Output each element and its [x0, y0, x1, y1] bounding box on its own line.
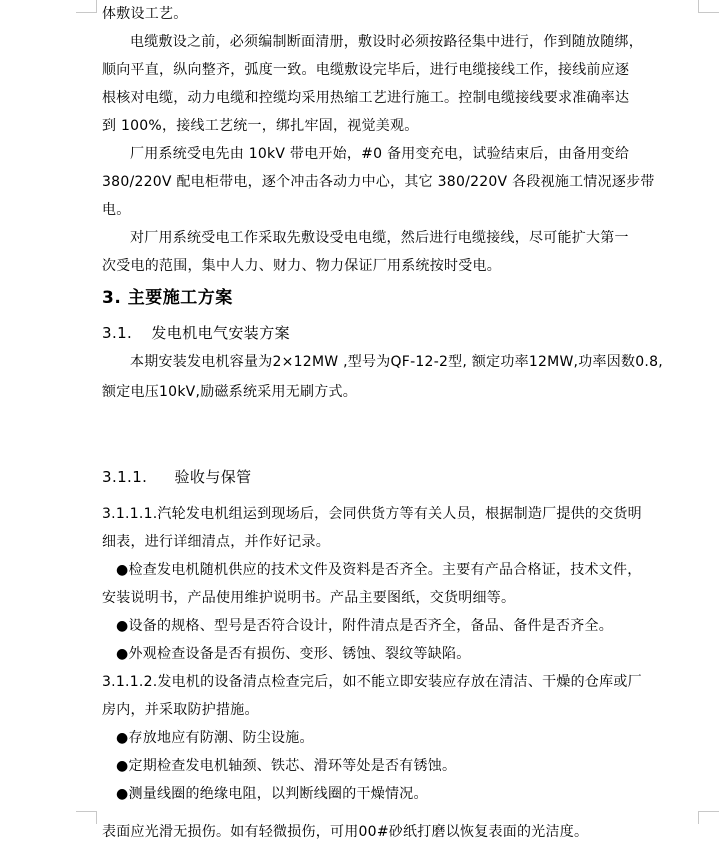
paragraph-line: 根核对电缆，动力电缆和控缆均采用热缩工艺进行施工。控制电缆接线要求准确率达 [102, 90, 630, 106]
paragraph-line: 380/220V 配电柜带电，逐个冲击各动力中心，其它 380/220V 各段视施工情况逐步带 [102, 174, 655, 190]
bullet-item: ●外观检查设备是否有损伤、变形、锈蚀、裂纹等缺陷。 [116, 646, 471, 662]
bullet-item: ●测量线圈的绝缘电阻，以判断线圈的干燥情况。 [116, 786, 428, 802]
bullet-item: ●设备的规格、型号是否符合设计，附件清点是否齐全，备品、备件是否齐全。 [116, 618, 613, 634]
bullet-item: ●检查发电机随机供应的技术文件及资料是否齐全。主要有产品合格证，技术文件， [116, 562, 642, 578]
subsubsection-number: 3.1.1. [102, 468, 148, 486]
paragraph-line: 对厂用系统受电工作采取先敷设受电电缆，然后进行电缆接线，尽可能扩大第一 [130, 230, 629, 246]
paragraph-line: 表面应光滑无损伤。如有轻微损伤，可用00#砂纸打磨以恢复表面的光洁度。 [102, 824, 589, 840]
page-corner-mark [698, 811, 719, 824]
paragraph-line: 额定电压10kV,励磁系统采用无刷方式。 [102, 384, 357, 400]
page-corner-mark [698, 0, 719, 13]
paragraph-line: 3.1.1.1.汽轮发电机组运到现场后，会同供货方等有关人员，根据制造厂提供的交货明 [102, 506, 642, 522]
paragraph-line: 顺向平直，纵向整齐，弧度一致。电缆敷设完毕后，进行电缆接线工作，接线前应逐 [102, 62, 630, 78]
paragraph-line: 电。 [102, 202, 131, 218]
paragraph-line: 体敷设工艺。 [102, 6, 188, 22]
subsection-heading [102, 322, 290, 344]
subsection-number: 3.1. [102, 324, 133, 342]
paragraph-line: 次受电的范围，集中人力、财力、物力保证厂用系统按时受电。 [102, 258, 501, 274]
paragraph-line: 3.1.1.2.发电机的设备清点检查完后，如不能立即安装应存放在清洁、干燥的仓库或厂 [102, 674, 642, 690]
page-corner-mark [76, 0, 97, 13]
paragraph-line: 安装说明书，产品使用维护说明书。产品主要图纸，交货明细等。 [102, 590, 516, 606]
subsection-title: 发电机电气安装方案 [151, 324, 291, 342]
bullet-item: ●存放地应有防潮、防尘设施。 [116, 730, 314, 746]
paragraph-line: 厂用系统受电先由 10kV 带电开始，#0 备用变充电，试验结束后，由备用变给 [130, 146, 630, 162]
page-corner-mark [76, 811, 97, 824]
paragraph-line: 到 100%，接线工艺统一，绑扎牢固，视觉美观。 [102, 118, 419, 134]
subsubsection-heading [102, 466, 252, 488]
paragraph-line: 房内，并采取防护措施。 [102, 702, 259, 718]
section-heading: 3. 主要施工方案 [102, 288, 233, 308]
paragraph-line: 电缆敷设之前，必须编制断面清册，敷设时必须按路径集中进行，作到随放随绑， [130, 34, 643, 50]
subsubsection-title: 验收与保管 [174, 468, 252, 486]
paragraph-line: 细表，进行详细清点，并作好记录。 [102, 534, 330, 550]
bullet-item: ●定期检查发电机轴颈、铁芯、滑环等处是否有锈蚀。 [116, 758, 457, 774]
paragraph-line: 本期安装发电机容量为2×12MW ,型号为QF-12-2型, 额定功率12MW,功率因数0.8, [130, 354, 663, 370]
